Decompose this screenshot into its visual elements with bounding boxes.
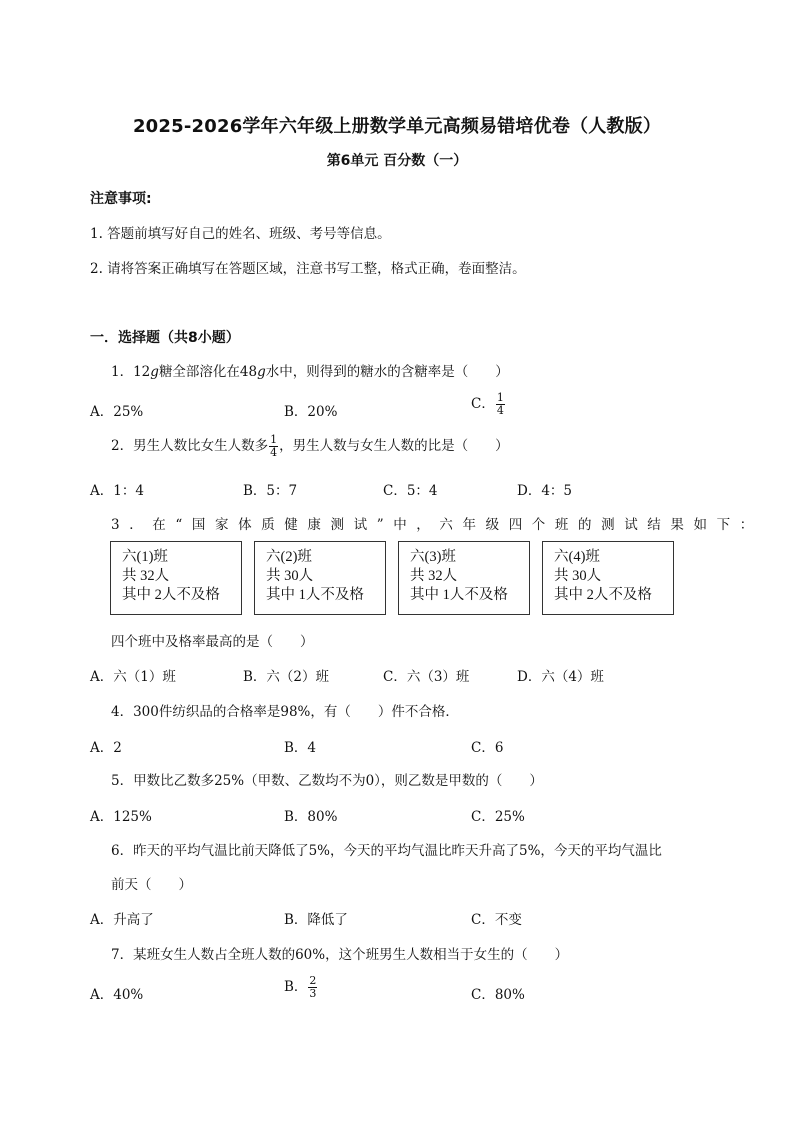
class-total: 共 30人 [554,568,602,584]
q1-option-b[interactable]: B．20% [284,404,338,420]
page-title: 2025-2026学年六年级上册数学单元高频易错培优卷（人教版） [132,116,662,137]
q7-option-c[interactable]: C．80% [471,987,525,1003]
class-box-3 [398,541,530,615]
q2-fraction [269,434,278,459]
class-name: 六(3)班 [410,549,456,565]
q7-option-b[interactable] [284,975,318,1000]
q3-option-a[interactable]: A．六（1）班 [90,669,176,685]
class-box-1 [110,541,242,615]
page-subtitle: 第6单元 百分数（一） [326,153,468,169]
class-total: 共 32人 [122,568,170,584]
question-7-stem: 7．某班女生人数占全班人数的60%，这个班男生人数相当于女生的（ ） [111,947,569,963]
q2-option-c[interactable]: C．5：4 [383,483,438,499]
q2-text-post: ，男生人数与女生人数的比是（ ） [279,438,509,454]
class-name: 六(2)班 [266,549,312,565]
class-box-2 [254,541,386,615]
q1-option-c[interactable] [471,392,506,417]
class-total: 共 32人 [410,568,458,584]
q1-text-post: 水中，则得到的糖水的含糖率是（ ） [265,364,509,380]
question-3-stem: 3．在“国家体质健康测试”中，六年级四个班的测试结果如下： [111,517,763,533]
q7-option-b-label: B． [284,979,308,995]
class-fail-count: 其中 2人不及格 [122,587,220,603]
q6-option-b[interactable]: B．降低了 [284,912,348,928]
q7-option-a[interactable]: A．40% [90,987,144,1003]
q3-option-b[interactable]: B．六（2）班 [243,669,330,685]
q1-text-pre: 1．12 [111,364,151,380]
q1-unit-g2: g [257,364,266,380]
q2-option-a[interactable]: A．1：4 [90,483,144,499]
fraction-denominator: 3 [309,987,317,1000]
fraction-numerator: 1 [496,391,504,404]
q2-option-b[interactable]: B．5：7 [243,483,298,499]
q1-option-c-label: C． [471,396,495,412]
q1-option-c-fraction [496,392,505,417]
class-total: 共 30人 [266,568,314,584]
class-fail-count: 其中 1人不及格 [266,587,364,603]
q6-option-c[interactable]: C．不变 [471,912,522,928]
q6-option-a[interactable]: A．升高了 [90,912,154,928]
class-box-4 [542,541,674,615]
notice-item-2: 2. 请将答案正确填写在答题区域，注意书写工整，格式正确，卷面整洁。 [90,261,526,277]
q3-option-c[interactable]: C．六（3）班 [383,669,470,685]
q5-option-c[interactable]: C．25% [471,809,525,825]
class-name: 六(4)班 [554,549,600,565]
fraction-denominator: 4 [496,404,504,417]
fraction-numerator: 2 [309,974,317,987]
q4-option-c[interactable]: C．6 [471,740,504,756]
question-4-stem: 4．300件纺织品的合格率是98%，有（ ）件不合格． [111,704,459,720]
class-fail-count: 其中 1人不及格 [410,587,508,603]
q5-option-b[interactable]: B．80% [284,809,338,825]
fraction-numerator: 1 [270,433,278,446]
question-3-ask: 四个班中及格率最高的是（ ） [111,634,314,650]
notice-item-1: 1. 答题前填写好自己的姓名、班级、考号等信息。 [90,226,391,242]
section-heading: 一．选择题（共8小题） [90,330,240,346]
class-name: 六(1)班 [122,549,168,565]
question-6-stem-line-1: 6．昨天的平均气温比前天降低了5%，今天的平均气温比昨天升高了5%，今天的平均气温比 [111,843,662,859]
question-6-stem-line-2: 前天（ ） [111,877,192,893]
q4-option-a[interactable]: A．2 [90,740,122,756]
q2-text-pre: 2．男生人数比女生人数多 [111,438,269,454]
fraction-denominator: 4 [270,446,278,459]
q4-option-b[interactable]: B．4 [284,740,317,756]
q7-option-b-fraction [308,975,317,1000]
class-fail-count: 其中 2人不及格 [554,587,652,603]
question-5-stem: 5．甲数比乙数多25%（甲数、乙数均不为0），则乙数是甲数的（ ） [111,773,543,789]
q1-option-a[interactable]: A．25% [90,404,144,420]
question-2-stem [111,434,509,459]
q1-unit-g1: g [150,364,159,380]
notice-heading: 注意事项: [90,191,152,207]
q1-text-mid: 糖全部溶化在48 [158,364,258,380]
q5-option-a[interactable]: A．125% [90,809,152,825]
q2-option-d[interactable]: D．4：5 [517,483,573,499]
q3-option-d[interactable]: D．六（4）班 [517,669,604,685]
question-1-stem [111,360,509,380]
